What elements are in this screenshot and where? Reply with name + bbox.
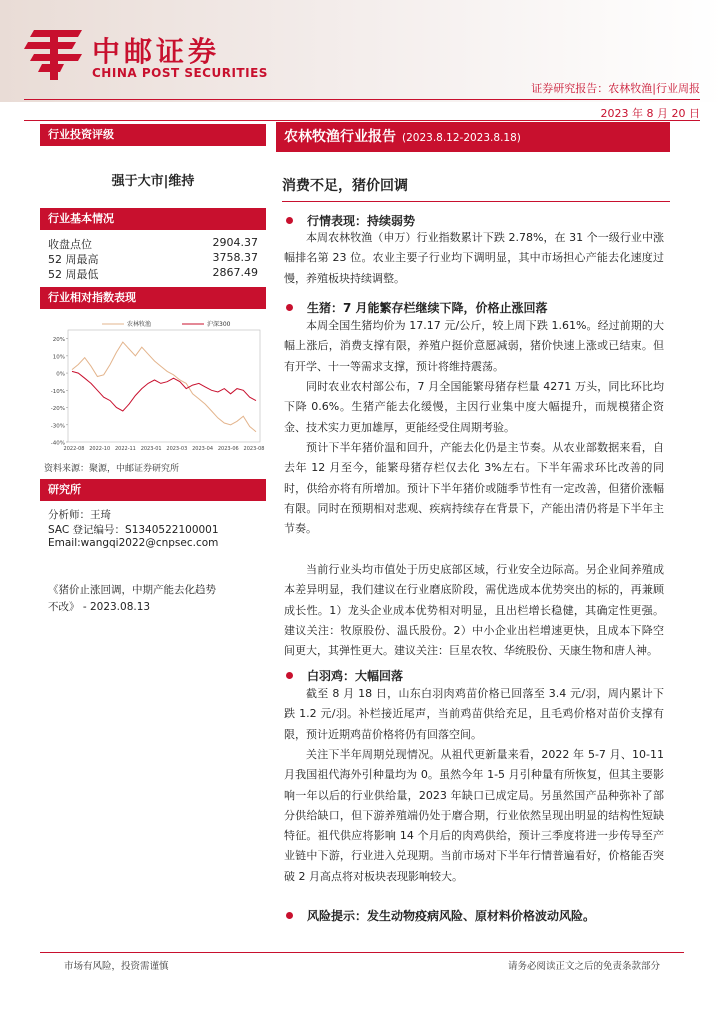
bullet-icon [286,912,293,919]
x-tick-label: 2023-03 [166,446,188,452]
info-value: 3758.37 [212,251,258,264]
logo-english: CHINA POST SECURITIES [92,66,268,80]
series-line-0 [72,342,256,432]
paragraph: 截至 8 月 18 日，山东白羽肉鸡苗价格已回落至 3.4 元/羽，周内累计下跌 1.2 元/羽。补栏接近尾声，当前鸡苗供给充足，且毛鸡价格对苗价支撑有限，预计近期鸡苗价格将仍有回落空间。 [284,687,664,741]
x-tick-label: 2022-11 [114,446,136,452]
legend-label: 沪深300 [207,321,231,328]
y-tick-label: 20% [52,337,65,344]
date-divider [24,120,700,121]
x-tick-label: 2023-06 [217,446,239,452]
y-tick-label: 0% [56,371,65,378]
info-row-high [48,251,258,267]
report-type: 证券研究报告：农林牧渔|行业周报 [531,82,700,95]
analyst-name: 分析师：王琦 [48,509,111,521]
prev-report-line-1: 《猪价止涨回调，中期产能去化趋势 [48,584,216,596]
x-tick-label: 2022-08 [63,446,85,452]
report-period: (2023.8.12-2023.8.18) [402,132,521,144]
paragraph: 本周农林牧渔（申万）行业指数累计下跌 2.78%，在 31 个一级行业中涨幅排名第 23 位。农业主要子行业均下调明显，其中市场担心产能去化速度过慢，养殖板块持续调整。 [284,231,664,285]
chart-svg [40,316,266,456]
relative-performance-chart [40,316,266,456]
section-title: 生猪：7 月能繁存栏继续下降，价格止涨回落 [307,301,548,315]
paragraph: 预计下半年猪价温和回升，产能去化仍是主节奏。从农业部数据来看，自去年 12 月至今，能繁母猪存栏仅去化 3%左右。下半年需求环比改善的同时，供给亦将有所增加。预计下半年猪价或随季节性有一定改善，但猪价涨幅有限。同时在预期相对悲观、疾病持续存在背景下，产能出清仍将是下半年主节奏。 [284,441,664,536]
info-value: 2904.37 [212,236,258,249]
info-label: 52 周最低 [48,268,99,281]
y-tick-label: -30% [50,423,65,430]
basic-info-title: 行业基本情况 [40,208,266,230]
x-tick-label: 2022-10 [89,446,111,452]
chart-source: 资料来源：聚源，中邮证券研究所 [44,464,180,474]
risk-warning: 风险提示：发生动物疫病风险、原材料价格波动风险。 [307,909,596,923]
analyst-email[interactable]: Email:wangqi2022@cnpsec.com [48,537,219,549]
footer-divider [40,952,684,953]
info-label: 52 周最高 [48,253,99,266]
industry-rating: 强于大市|维持 [111,174,195,189]
bullet-icon [286,304,293,311]
paragraph: 同时农业农村部公布，7 月全国能繁母猪存栏量 4271 万头，同比环比均下降 0.6%。生猪产能去化缓慢，主因行业集中度大幅提升，而规模猪企资金、技术实力更加雄厚，更能经受住周期考验。 [284,380,664,434]
report-date: 2023 年 8 月 20 日 [600,107,700,120]
info-row-close [48,236,258,252]
section-risk [286,907,595,924]
paragraph: 当前行业头均市值处于历史底部区域，行业安全边际高。另企业间养殖成本差异明显，我们建议在行业磨底阶段，需优选成本优势突出的标的，再兼顾成长性。1）龙头企业成本优势相对明显，且出栏增长稳健，其确定性更强。建议关注：牧原股份、温氏股份。2）中小企业出栏增速更快，且成本下降空间更大，其弹性更大。建议关注：巨星农牧、华统股份、天康生物和唐人神。 [284,563,664,658]
section-broiler [286,667,403,684]
report-header [0,0,724,102]
relative-perf-title: 行业相对指数表现 [40,287,266,309]
bullet-icon [286,217,293,224]
series-line-1 [72,371,256,411]
y-tick-label: -20% [50,406,65,413]
info-value: 2867.49 [212,266,258,279]
footer-left: 市场有风险，投资需谨慎 [64,961,169,972]
paragraph: 本周全国生猪均价为 17.17 元/公斤，较上周下跌 1.61%。经过前期的大幅上涨后，消费支撑有限，养殖户挺价意愿减弱，猪价快速上涨或已结束。但有开学、十一等需求支撑，预计将维持震荡。 [284,319,664,373]
research-title: 研究所 [40,479,266,501]
y-tick-label: -40% [50,440,65,447]
prev-report-line-2: 不改》 - 2023.08.13 [48,601,151,613]
headline: 消费不足，猪价回调 [282,178,408,194]
y-tick-label: 10% [52,354,65,361]
rating-title: 行业投资评级 [40,124,266,146]
x-tick-label: 2023-08 [243,446,265,452]
x-tick-label: 2023-04 [192,446,214,452]
header-divider [24,99,700,100]
footer-right: 请务必阅读正文之后的免责条款部分 [507,961,660,972]
section-title: 白羽鸡：大幅回落 [307,669,404,683]
paragraph: 关注下半年周期兑现情况。从祖代更新量来看，2022 年 5-7 月、10-11 月我国祖代海外引种量均为 0。虽然今年 1-5 月引种量有所恢复，但其主要影响一年以后的行业供给量，2023 年缺口已成定局。另虽然国产品种弥补了部分供给缺口，但下游养殖端仍处于磨合期，行业依然呈现出明显的结构性短缺特征。祖代供应将影响 14 个月后的肉鸡供给，预计三季度将进一步传导至产业链中下游，行业进入兑现期。当前市场对下半年行情普遍看好，价格能否突破 2 月高点将对板块表现影响较大。 [284,748,664,883]
main-title: 农林牧渔行业报告 [284,129,396,145]
logo-chinese: 中邮证券 [92,35,221,68]
bullet-icon [286,672,293,679]
section-market [286,212,415,229]
section-hog [286,299,548,316]
info-label: 收盘点位 [48,238,92,251]
section-title: 行情表现：持续弱势 [307,214,416,228]
plot-frame [68,330,260,442]
legend-label: 农林牧渔 [127,321,152,328]
sac-number: SAC 登记编号：S1340522100001 [48,524,219,536]
x-tick-label: 2023-01 [140,446,162,452]
china-post-logo-icon [24,28,82,80]
y-tick-label: -10% [50,388,65,395]
info-row-low [48,266,258,282]
main-title-bar [276,122,670,152]
headline-divider [282,201,670,202]
